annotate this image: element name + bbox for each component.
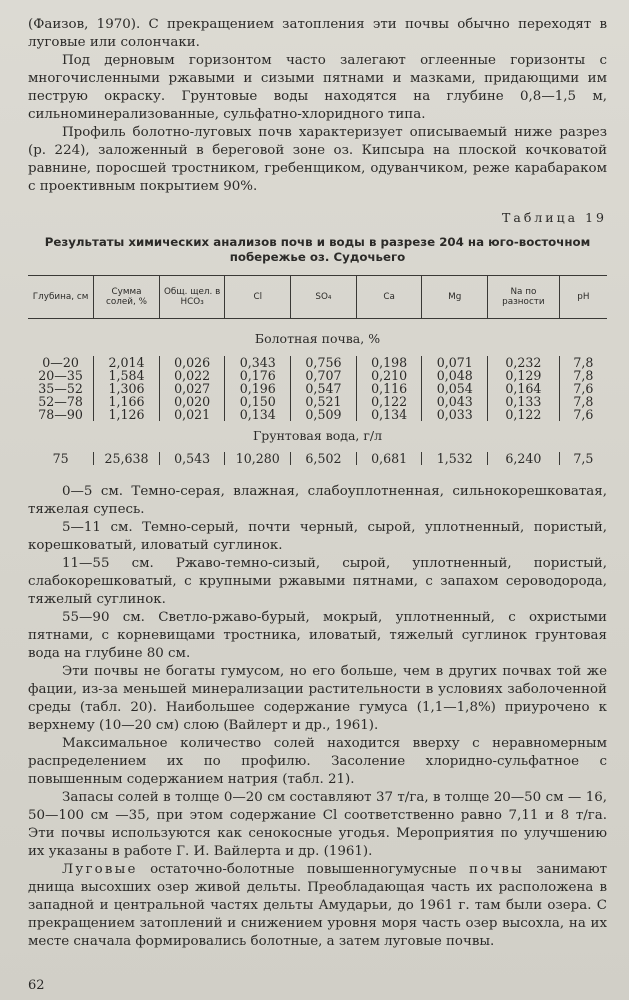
table-cell: 1,126: [94, 408, 160, 421]
table-cell: 0,176: [225, 369, 291, 382]
table-cell: 25,638: [94, 452, 160, 465]
profile-paragraph: 0—5 см. Темно-серая, влажная, слабоуплотненная, сильнокорешковатая, тяжелая супесь.: [28, 484, 607, 517]
table-cell: 0,033: [422, 408, 488, 421]
table-caption-line-1: Результаты химических анализов почв и воды в разрезе 204 на юго-восточном: [44, 235, 591, 249]
table-cell: 0,150: [225, 395, 291, 408]
header-ca: Ca: [356, 276, 422, 319]
table-cell: 52—78: [28, 395, 94, 408]
profile-description: [28, 483, 607, 951]
profile-paragraph: 5—11 см. Темно-серый, почти черный, сырой, уплотненный, пористый, корешковатый, иловатый суглинок.: [28, 520, 607, 553]
table-cell: 0,196: [225, 382, 291, 395]
table-cell: 0,027: [159, 382, 225, 395]
profile-paragraph: 11—55 см. Ржаво-темно-сизый, сырой, уплотненный, пористый, слабокорешковатый, с крупными ржавыми пятнами, с запахом сероводорода, тяжелый суглинок.: [28, 556, 607, 607]
table-cell: 7,8: [573, 355, 594, 370]
intro-paragraph-1: (Фаизов, 1970). С прекращением затопления эти почвы обычно переходят в луговые или солончаки.: [28, 17, 607, 50]
table-cell: 0,543: [159, 452, 225, 465]
table-cell: 0,054: [422, 382, 488, 395]
table-caption-line-2: побережье оз. Судочьего: [229, 250, 406, 264]
table-cell: 1,306: [94, 382, 160, 395]
table-cell: 6,502: [291, 452, 357, 465]
body-paragraph: Максимальное количество солей находится вверху с неравномерным распределением их по профилю. Засоление хлоридно-сульфатное с повышенным содержанием натрия (табл. 21).: [28, 736, 607, 787]
table-cell: 7,8: [573, 394, 594, 409]
table-cell: 0,521: [291, 395, 357, 408]
header-salt-sum: Сумма солей, %: [94, 276, 160, 319]
table-cell: 7,6: [573, 381, 594, 396]
table-cell: 0,071: [422, 356, 488, 369]
header-mg: Mg: [422, 276, 488, 319]
table-cell: 0,343: [225, 356, 291, 369]
profile-paragraph: 55—90 см. Светло-ржаво-бурый, мокрый, уплотненный, с охристыми пятнами, с корневищами тростника, иловатый, тяжелый суглинок грунтовая вода на глубине 80 см.: [28, 610, 607, 661]
intro-text: [28, 16, 607, 196]
body-paragraph: Эти почвы не богаты гумусом, но его больше, чем в других почвах той же фации, из-за меньшей минерализации растительности в условиях заболоченной среды (табл. 20). Наибольшее содержание гумуса (1,1—1,8%) приурочено к верхнему (10—20 см) слою (Вайлерт и др., 1961).: [28, 664, 607, 733]
table-cell: 1,532: [422, 452, 488, 465]
table-cell: 2,014: [94, 356, 160, 369]
table-cell: 0,116: [356, 382, 422, 395]
table-cell: 75: [28, 452, 94, 465]
table-cell: 0,707: [291, 369, 357, 382]
table-cell: 0,509: [291, 408, 357, 421]
table-cell: 10,280: [225, 452, 291, 465]
table-cell: 0,164: [488, 382, 560, 395]
table-row: [28, 408, 607, 421]
table-cell: 0,020: [159, 395, 225, 408]
section-header-row: [28, 319, 607, 357]
table-cell: 0,210: [356, 369, 422, 382]
header-so4: SO₄: [291, 276, 357, 319]
table-cell: 0,134: [356, 408, 422, 421]
table-cell: 0,021: [159, 408, 225, 421]
table-cell: 7,6: [573, 407, 594, 422]
table-cell: 0,122: [488, 408, 560, 421]
table-cell: 35—52: [28, 382, 94, 395]
table-cell: 7,8: [573, 368, 594, 383]
table-cell: 0,129: [488, 369, 560, 382]
spaced-lead-word: Луговые: [62, 862, 138, 877]
section-header-row: [28, 421, 607, 452]
final-paragraph: [28, 861, 607, 951]
chemical-analysis-table: [28, 275, 607, 465]
intro-paragraph-3: Профиль болотно-луговых почв характеризует описываемый ниже разрез (р. 224), заложенный в береговой зоне оз. Кипсыра на плоской кочковатой равнине, поросшей тростником, гребенщиком, одуванчиком, реже карабараком с проективным покрытием 90%.: [28, 125, 607, 194]
final-paragraph-middle: остаточно-болотные повышенногумусные: [137, 862, 469, 877]
table-cell: 1,166: [94, 395, 160, 408]
table-cell: 0,122: [356, 395, 422, 408]
table-cell: 0,134: [225, 408, 291, 421]
table-caption: [28, 235, 607, 265]
table-cell: 78—90: [28, 408, 94, 421]
table-cell: 0,026: [159, 356, 225, 369]
header-ph: pH: [559, 276, 607, 319]
section-groundwater: Грунтовая вода, г/л: [252, 428, 383, 443]
section-swamp-soil: Болотная почва, %: [254, 331, 381, 346]
table-cell: 6,240: [488, 452, 560, 465]
table-cell: 0,547: [291, 382, 357, 395]
table-cell: 0,198: [356, 356, 422, 369]
table-cell: 0—20: [28, 356, 94, 369]
header-cl: Cl: [225, 276, 291, 319]
table-number: Таблица 19: [502, 210, 607, 225]
table-cell: 0,022: [159, 369, 225, 382]
header-na: Na по разности: [488, 276, 560, 319]
table-row: [28, 452, 607, 465]
header-alkalinity: Общ. щел. в HCO₃: [159, 276, 225, 319]
table-cell: 1,584: [94, 369, 160, 382]
header-depth: Глубина, см: [28, 276, 94, 319]
table-body: [28, 319, 607, 466]
table-cell: 0,681: [356, 452, 422, 465]
table-cell: 0,232: [488, 356, 560, 369]
table-header-row: [28, 276, 607, 319]
table-cell: 20—35: [28, 369, 94, 382]
table-cell: 0,133: [488, 395, 560, 408]
spaced-term-word: почвы: [468, 862, 524, 877]
intro-paragraph-2: Под дерновым горизонтом часто залегают оглеенные горизонты с многочисленными ржавыми и сизыми пятнами и мазками, придающими им пеструю окраску. Грунтовые воды находятся на глубине 0,8—1,5 м, сильноминерализованные, сульфатно-хлоридного типа.: [28, 53, 607, 122]
table-cell: 0,043: [422, 395, 488, 408]
table-cell: 0,756: [291, 356, 357, 369]
table-cell: 0,048: [422, 369, 488, 382]
body-paragraph: Запасы солей в толще 0—20 см составляют 37 т/га, в толще 20—50 см — 16, 50—100 см —35, при этом содержание Cl соответственно равно 7,11 и 8 т/га. Эти почвы используются как сенокосные угодья. Мероприятия по улучшению их указаны в работе Г. И. Вайлерта и др. (1961).: [28, 790, 607, 859]
table-cell: 7,5: [573, 451, 594, 466]
page-number: 62: [28, 978, 45, 993]
final-paragraph-rest: занимают днища высохших озер живой дельты. Преобладающая часть их расположена в западной и центральной частях дельты Амударьи, до 1961 г. там были озера. С прекращением затоплений и снижением уровня моря часть озер высохла, на их месте сначала формировались болотные, а затем луговые почвы.: [28, 862, 608, 949]
